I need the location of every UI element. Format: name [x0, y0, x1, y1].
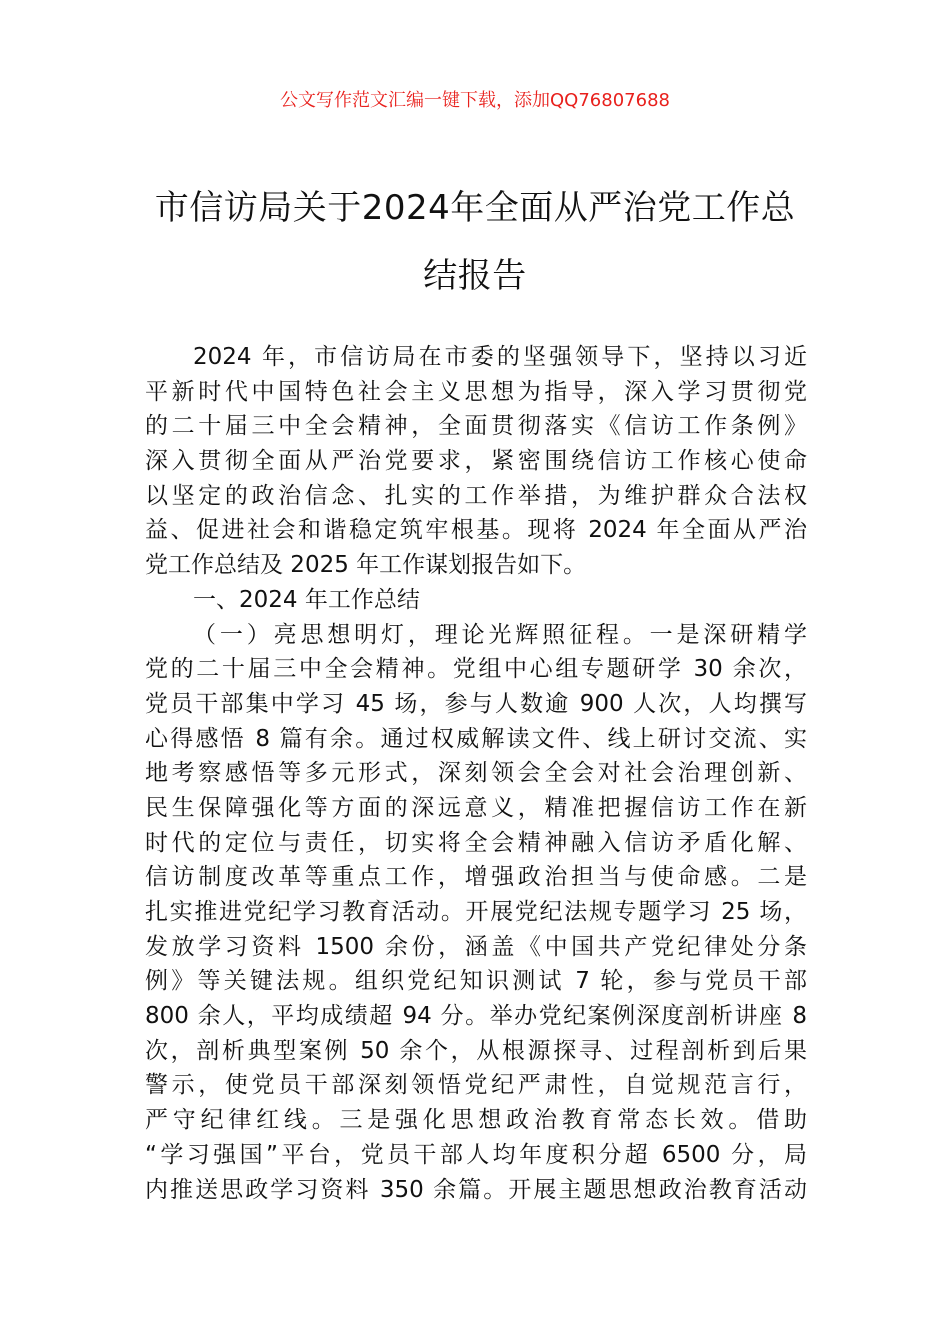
body-line: 党工作总结及 2025 年工作谋划报告如下。	[145, 552, 587, 579]
section-heading: 一、2024 年工作总结	[193, 586, 420, 613]
download-banner: 公文写作范文汇编一键下载，添加QQ76807688	[280, 90, 670, 111]
body-line: 的二十届三中全会精神，全面贯彻落实《信访工作条例》	[145, 413, 807, 440]
body-line: 次，剖析典型案例 50 余个，从根源探寻、过程剖析到后果	[145, 1037, 807, 1064]
body-line: 地考察感悟等多元形式，深刻领会全会对社会治理创新、	[145, 760, 807, 787]
body-line: 平新时代中国特色社会主义思想为指导，深入学习贯彻党	[145, 378, 807, 405]
body-line: 警示，使党员干部深刻领悟党纪严肃性，自觉规范言行，	[145, 1072, 807, 1099]
document-title-line-1: 市信访局关于2024年全面从严治党工作总	[154, 188, 796, 228]
body-line: 心得感悟 8 篇有余。通过权威解读文件、线上研讨交流、实	[145, 725, 807, 752]
body-line: 内推送思政学习资料 350 余篇。开展主题思想政治教育活动	[145, 1176, 807, 1203]
document-title-line-2: 结报告	[423, 256, 527, 296]
body-line: 民生保障强化等方面的深远意义，精准把握信访工作在新	[145, 794, 807, 821]
body-line: 发放学习资料 1500 余份，涵盖《中国共产党纪律处分条	[145, 933, 807, 960]
body-line: 扎实推进党纪学习教育活动。开展党纪法规专题学习 25 场，	[145, 899, 807, 925]
body-line: 以坚定的政治信念、扎实的工作举措，为维护群众合法权	[145, 482, 807, 509]
body-line: 信访制度改革等重点工作，增强政治担当与使命感。二是	[145, 864, 807, 891]
body-line: 800 余人，平均成绩超 94 分。举办党纪案例深度剖析讲座 8	[145, 1003, 807, 1030]
body-line: 例》等关键法规。组织党纪知识测试 7 轮，参与党员干部	[145, 968, 807, 995]
body-line: 2024 年，市信访局在市委的坚强领导下，坚持以习近	[193, 344, 807, 370]
body-line: 党的二十届三中全会精神。党组中心组专题研学 30 余次，	[145, 656, 807, 683]
body-line: 时代的定位与责任，切实将全会精神融入信访矛盾化解、	[145, 829, 807, 856]
body-line: 严守纪律红线。三是强化思想政治教育常态长效。借助	[145, 1107, 807, 1134]
body-line: 党员干部集中学习 45 场，参与人数逾 900 人次，人均撰写	[145, 690, 807, 717]
body-line: 深入贯彻全面从严治党要求，紧密围绕信访工作核心使命	[145, 448, 807, 475]
body-line: “学习强国”平台，党员干部人均年度积分超 6500 分，局	[145, 1141, 807, 1168]
body-line: （一）亮思想明灯，理论光辉照征程。一是深研精学	[193, 621, 807, 648]
body-line: 益、促进社会和谐稳定筑牢根基。现将 2024 年全面从严治	[145, 517, 807, 544]
document-body	[145, 340, 807, 1207]
